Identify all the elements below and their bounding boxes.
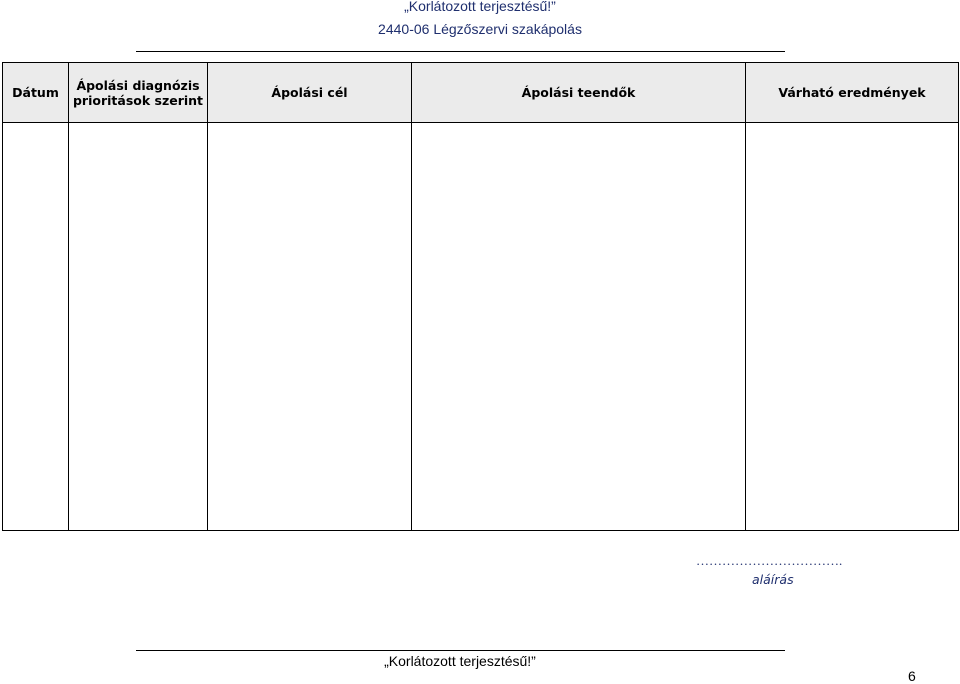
- header-module-title: 2440-06 Légzőszervi szakápolás: [378, 21, 582, 37]
- table-header-row: [3, 63, 959, 123]
- care-plan-table: [2, 62, 959, 531]
- header-divider: [136, 51, 785, 52]
- column-header-label: Ápolási cél: [271, 85, 348, 100]
- page-number: 6: [908, 668, 916, 684]
- column-header-goal: [208, 63, 412, 123]
- footer-restricted-notice: „Korlátozott terjesztésű!”: [384, 653, 536, 669]
- signature-label: aláírás: [752, 572, 794, 587]
- table-cell-diagnosis[interactable]: [69, 123, 208, 531]
- column-header-diagnosis: [69, 63, 208, 123]
- column-header-date: [3, 63, 69, 123]
- column-header-tasks: [412, 63, 746, 123]
- column-header-label: Ápolási diagnózis: [76, 77, 200, 93]
- column-header-label: Várható eredmények: [778, 85, 926, 100]
- column-header-label: Ápolási teendők: [521, 85, 636, 100]
- footer-divider: [136, 650, 785, 651]
- header-restricted-notice: „Korlátozott terjesztésű!”: [404, 0, 556, 14]
- table-row: [3, 123, 959, 531]
- column-header-label: Dátum: [12, 85, 59, 100]
- signature-line: …………………………….: [696, 553, 843, 568]
- table-cell-tasks[interactable]: [412, 123, 746, 531]
- table-cell-goal[interactable]: [208, 123, 412, 531]
- table-cell-expected-results[interactable]: [746, 123, 959, 531]
- column-header-label: prioritások szerint: [72, 92, 204, 108]
- table-cell-date[interactable]: [3, 123, 69, 531]
- column-header-expected-results: [746, 63, 959, 123]
